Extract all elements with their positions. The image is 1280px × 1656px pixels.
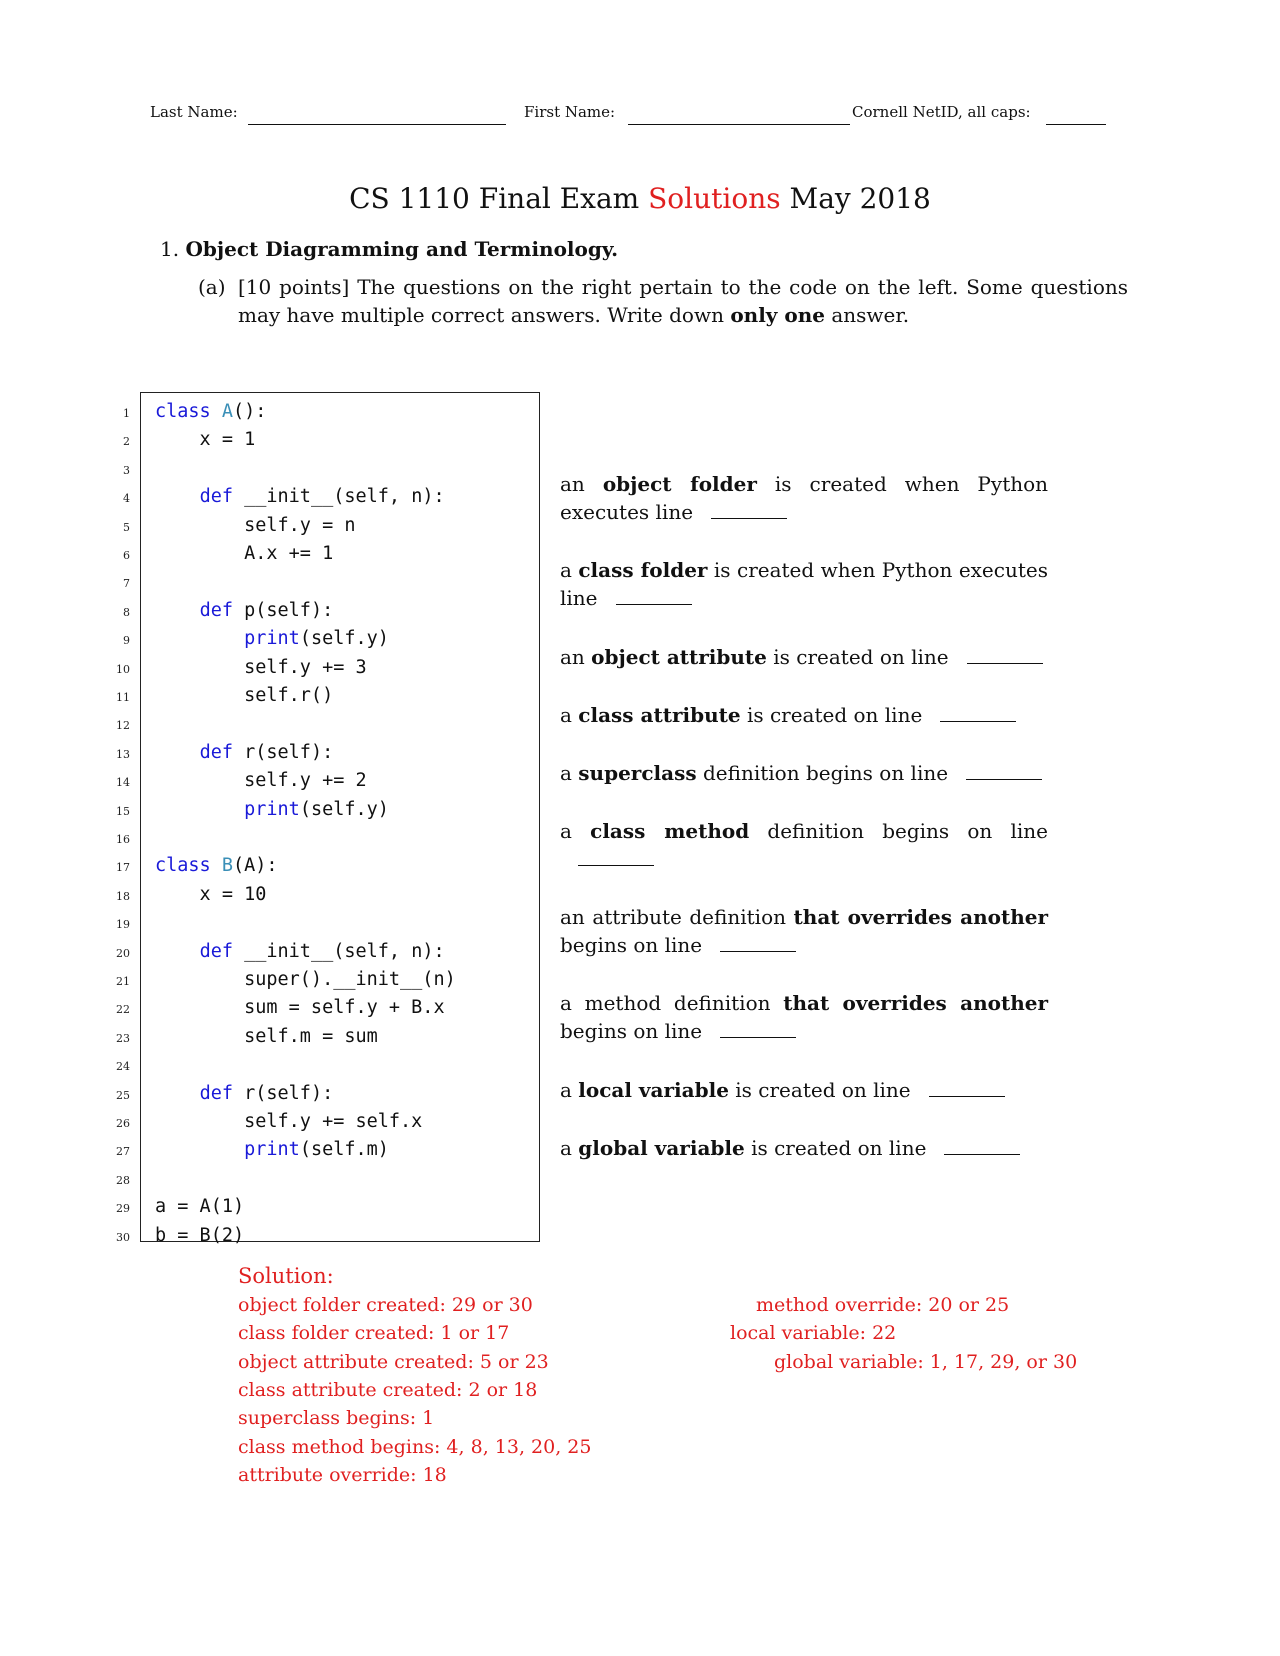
- question-item: [560, 817, 1048, 873]
- code-line-number: 20: [116, 946, 130, 960]
- netid-field[interactable]: [1046, 124, 1106, 125]
- part-label: (a): [198, 275, 226, 299]
- code-line: [155, 1111, 422, 1132]
- question-term: class method: [590, 819, 750, 843]
- question-text: a method definition: [560, 991, 771, 1015]
- question-text: begins on line: [560, 1019, 703, 1043]
- code-line: [155, 657, 367, 678]
- code-line: [155, 600, 333, 621]
- answer-blank[interactable]: [711, 504, 787, 519]
- code-text: self.y += 2: [155, 770, 367, 792]
- question-text: is created on line: [751, 1136, 927, 1160]
- code-line: [155, 1083, 333, 1104]
- code-keyword: class: [155, 401, 222, 422]
- question-item: [560, 470, 1048, 526]
- code-class-name: A: [221, 401, 233, 422]
- code-keyword: print: [244, 628, 300, 650]
- code-line: [155, 969, 456, 990]
- code-text: __init__(self, n):: [232, 940, 445, 962]
- solution-line: superclass begins: 1: [238, 1407, 435, 1430]
- code-text: [155, 799, 244, 820]
- answer-blank[interactable]: [720, 1023, 796, 1038]
- code-text: [155, 1139, 244, 1160]
- answer-blank[interactable]: [940, 707, 1016, 722]
- code-text: super().__init__(n): [155, 969, 456, 990]
- code-line: [155, 1196, 244, 1217]
- code-line-number: 4: [123, 492, 130, 506]
- question-item: [560, 643, 1048, 671]
- title-highlight: Solutions: [648, 182, 781, 215]
- code-line-number: 23: [116, 1031, 130, 1045]
- code-line-number: 15: [116, 804, 130, 818]
- last-name-label: Last Name:: [150, 103, 238, 121]
- question-text: definition begins on line: [767, 819, 1048, 843]
- code-keyword: def: [199, 599, 233, 621]
- code-line: [155, 486, 445, 507]
- code-keyword: def: [199, 940, 233, 962]
- question-text: definition begins on line: [702, 761, 949, 785]
- code-text: self.r(): [155, 685, 334, 706]
- question-text: is created on line: [746, 703, 923, 727]
- question-item: [560, 701, 1048, 729]
- code-text: [155, 486, 200, 507]
- answer-blank[interactable]: [616, 590, 692, 605]
- code-line-number: 27: [116, 1145, 130, 1159]
- first-name-field[interactable]: [628, 124, 850, 125]
- title-suffix: May 2018: [789, 182, 931, 215]
- code-text: r(self):: [232, 1082, 334, 1104]
- question-text: a: [560, 558, 572, 582]
- question-item: [560, 989, 1048, 1045]
- code-keyword: def: [199, 1082, 233, 1104]
- question-term: object folder: [602, 472, 757, 496]
- code-line-number: 3: [123, 463, 130, 477]
- code-text: [155, 742, 200, 763]
- code-line: [155, 1225, 244, 1246]
- code-text: [155, 628, 244, 649]
- code-text: A.x += 1: [155, 543, 334, 564]
- question-term: that overrides another: [783, 991, 1048, 1015]
- code-line: [155, 628, 389, 649]
- code-line-number: 24: [116, 1060, 130, 1074]
- code-line-number: 26: [116, 1117, 130, 1130]
- question-text: a: [560, 1136, 572, 1160]
- solution-line: class folder created: 1 or 17: [238, 1322, 510, 1345]
- answer-blank[interactable]: [929, 1082, 1005, 1097]
- question-item: [560, 759, 1048, 787]
- code-text: [155, 600, 200, 621]
- code-text: a = A(1): [155, 1196, 245, 1218]
- code-line-number: 25: [116, 1088, 130, 1102]
- solution-line: global variable: 1, 17, 29, or 30: [774, 1350, 1078, 1373]
- code-keyword: def: [199, 486, 233, 508]
- solution-line: object folder created: 29 or 30: [238, 1294, 533, 1316]
- code-line-number: 14: [116, 776, 130, 790]
- solution-line: method override: 20 or 25: [756, 1294, 1010, 1316]
- question-term: superclass: [578, 761, 697, 785]
- question-part-a: [198, 273, 1128, 329]
- solution-line: attribute override: 18: [238, 1463, 447, 1486]
- code-text: ():: [232, 401, 267, 422]
- code-line: [155, 429, 255, 450]
- code-text: b = B(2): [155, 1224, 245, 1246]
- code-line-number: 19: [116, 918, 130, 932]
- part-text-suffix: answer.: [831, 303, 910, 327]
- part-text-bold: only one: [730, 303, 825, 327]
- code-line-number: 10: [116, 662, 130, 676]
- question-text: a: [560, 761, 572, 785]
- answer-blank[interactable]: [944, 1140, 1020, 1155]
- question-text: a: [560, 703, 572, 727]
- code-line: [155, 685, 333, 706]
- code-text: (self.y): [299, 798, 389, 820]
- solution-heading: Solution:: [238, 1264, 334, 1288]
- netid-label: Cornell NetID, all caps:: [852, 103, 1031, 121]
- code-line: [155, 941, 445, 962]
- code-line: [155, 515, 355, 536]
- code-line: [155, 401, 266, 422]
- question-text: is created on line: [735, 1078, 911, 1102]
- first-name-label: First Name:: [524, 103, 616, 121]
- code-line-number: 13: [116, 747, 130, 761]
- solution-line: object attribute created: 5 or 23: [238, 1350, 549, 1373]
- code-line-number: 12: [116, 719, 130, 733]
- question-term: class attribute: [578, 703, 741, 727]
- question-text: a: [560, 819, 572, 843]
- code-line: [155, 742, 333, 763]
- question-item: [560, 1134, 1048, 1162]
- code-line-number: 6: [123, 549, 130, 562]
- question-term: object attribute: [591, 645, 767, 669]
- solution-line: class attribute created: 2 or 18: [238, 1378, 538, 1401]
- code-text: x = 1: [155, 429, 256, 451]
- code-text: (self.y): [299, 628, 389, 650]
- question-term: global variable: [578, 1136, 745, 1160]
- code-line-number: 18: [116, 889, 130, 903]
- page-title: [0, 182, 1280, 215]
- code-text: (self.m): [299, 1139, 389, 1161]
- code-text: p(self):: [232, 599, 334, 621]
- question-item: [560, 556, 1048, 612]
- question-number: 1.: [160, 237, 180, 261]
- code-line: [155, 770, 367, 791]
- code-text: sum = self.y + B.x: [155, 997, 445, 1019]
- code-line-number: 17: [116, 861, 130, 875]
- title-prefix: CS 1110 Final Exam: [349, 182, 640, 215]
- code-text: self.y += 3: [155, 656, 367, 678]
- code-line-number: 28: [116, 1173, 130, 1187]
- answer-blank[interactable]: [966, 765, 1042, 780]
- code-text: self.m = sum: [155, 1025, 378, 1047]
- code-text: [155, 1083, 200, 1104]
- code-keyword: print: [244, 1139, 300, 1161]
- question-item: [560, 1076, 1048, 1104]
- part-text: [238, 273, 1128, 329]
- question-term: local variable: [578, 1078, 729, 1102]
- code-line: [155, 1026, 378, 1047]
- last-name-field[interactable]: [248, 124, 506, 125]
- code-line-number: 11: [116, 691, 130, 704]
- code-line-number: 5: [123, 520, 130, 534]
- answer-blank[interactable]: [578, 851, 654, 866]
- question-text: is created when Python executes line: [560, 472, 1049, 524]
- question-term: that overrides another: [793, 905, 1049, 929]
- question-item: [560, 903, 1048, 959]
- question-text: a: [560, 1078, 572, 1102]
- code-text: r(self):: [232, 741, 334, 763]
- code-class-name: B: [221, 855, 233, 877]
- question-term: class folder: [578, 558, 708, 582]
- code-text: __init__(self, n):: [232, 486, 445, 508]
- question-heading: [160, 237, 618, 261]
- question-text: begins on line: [560, 933, 703, 957]
- code-line: [155, 1139, 389, 1160]
- code-keyword: def: [199, 741, 233, 763]
- answer-blank[interactable]: [967, 649, 1043, 664]
- code-line-number: 21: [116, 975, 130, 988]
- question-text: is created when Python executes line: [560, 558, 1048, 610]
- part-text-prefix: [10 points] The questions on the right pertain to the code on the left. Some questions may have multiple correct answers. Write down: [238, 275, 1128, 327]
- question-text: an: [560, 645, 585, 669]
- code-line-number: 2: [123, 435, 130, 449]
- question-text: is created on line: [773, 645, 949, 669]
- code-text: x = 10: [155, 883, 267, 905]
- code-text: self.y = n: [155, 514, 356, 536]
- code-line-number: 22: [116, 1003, 130, 1017]
- question-text: an: [560, 472, 585, 496]
- code-text: self.y += self.x: [155, 1111, 423, 1132]
- code-line: [155, 799, 389, 820]
- question-title: Object Diagramming and Terminology.: [185, 237, 619, 261]
- code-keyword: print: [244, 798, 300, 820]
- answer-blank[interactable]: [720, 937, 796, 952]
- code-line: [155, 543, 333, 564]
- code-keyword: class: [155, 855, 222, 877]
- code-line-number: 1: [123, 407, 130, 420]
- code-text: [155, 941, 200, 962]
- code-line-number: 7: [123, 577, 130, 591]
- solution-line: local variable: 22: [730, 1322, 897, 1345]
- code-line: [155, 997, 445, 1018]
- code-line-number: 9: [123, 634, 130, 648]
- code-line: [155, 884, 266, 905]
- code-line: [155, 855, 278, 876]
- code-line-number: 16: [116, 833, 130, 846]
- code-line-number: 8: [123, 605, 130, 619]
- question-text: an attribute definition: [560, 905, 786, 929]
- code-text: (A):: [232, 855, 278, 877]
- code-line-number: 29: [116, 1202, 130, 1216]
- solution-line: class method begins: 4, 8, 13, 20, 25: [238, 1435, 592, 1458]
- code-line-number: 30: [116, 1230, 130, 1244]
